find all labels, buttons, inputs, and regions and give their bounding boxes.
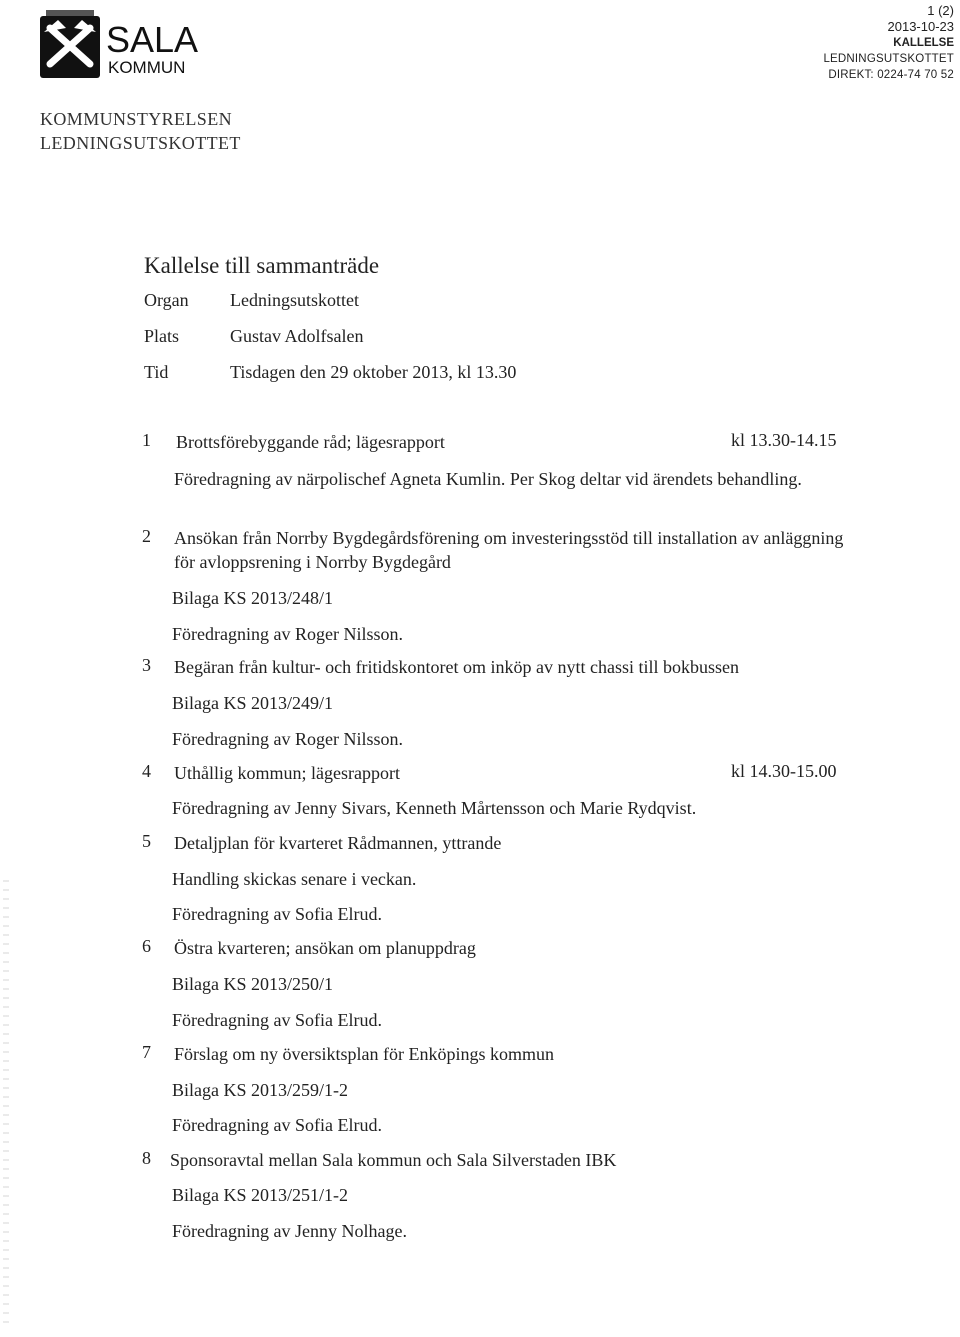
agenda-item-title: Förslag om ny översiktsplan för Enköpings kommun — [174, 1044, 554, 1064]
committee-name: LEDNINGSUTSKOTTET — [823, 53, 954, 65]
info-value: Ledningsutskottet — [230, 290, 359, 310]
info-value: Tisdagen den 29 oktober 2013, kl 13.30 — [230, 362, 517, 382]
info-row-organ — [144, 290, 359, 311]
department-line-1: KOMMUNSTYRELSEN — [40, 109, 233, 129]
agenda-item-number: 5 — [142, 831, 151, 851]
document-meta — [823, 3, 954, 83]
agenda-item-number: 2 — [142, 526, 151, 546]
agenda-item-note: Föredragning av närpolischef Agneta Kumlin. Per Skog deltar vid ärendets behandling. — [174, 469, 802, 489]
logo-name: SALA — [106, 19, 199, 60]
agenda-item-time: kl 13.30-14.15 — [731, 430, 837, 450]
document-type: KALLELSE — [893, 37, 954, 49]
agenda-item-attachment: Bilaga KS 2013/250/1 — [172, 974, 333, 994]
info-label: Organ — [144, 290, 189, 310]
agenda-item-number: 8 — [142, 1148, 151, 1168]
agenda-item-number: 7 — [142, 1042, 151, 1062]
info-value: Gustav Adolfsalen — [230, 326, 364, 346]
agenda-item-attachment: Bilaga KS 2013/259/1-2 — [172, 1080, 348, 1100]
agenda-item-presenter: Föredragning av Jenny Nolhage. — [172, 1221, 407, 1241]
agenda-item-time: kl 14.30-15.00 — [731, 761, 837, 781]
scan-margin-artifact — [3, 880, 9, 1330]
info-label: Plats — [144, 326, 180, 346]
info-label: Tid — [144, 362, 169, 382]
agenda-item-attachment: Bilaga KS 2013/249/1 — [172, 693, 333, 713]
agenda-item-title: Begäran från kultur- och fritidskontoret om inköp av nytt chassi till bokbussen — [174, 657, 740, 677]
department-heading — [40, 107, 241, 155]
agenda-item-number: 6 — [142, 936, 151, 956]
agenda-item-attachment: Bilaga KS 2013/248/1 — [172, 588, 333, 608]
page-title: Kallelse till sammanträde — [144, 253, 380, 278]
agenda-item-presenter: Föredragning av Jenny Sivars, Kenneth Mårtensson och Marie Rydqvist. — [172, 798, 697, 818]
agenda-item-attachment: Bilaga KS 2013/251/1-2 — [172, 1185, 348, 1205]
agenda-item-number: 4 — [142, 761, 151, 781]
agenda-item-title: Ansökan från Norrby Bygdegårdsförening om investeringsstöd till installation av anläggning för avloppsrening i Norrby Bygdegård — [174, 528, 844, 572]
agenda-item-number: 3 — [142, 655, 151, 675]
page-number: 1 (2) — [927, 3, 954, 18]
agenda-item-number: 1 — [142, 430, 151, 450]
info-row-plats — [144, 326, 363, 347]
direct-phone: DIREKT: 0224-74 70 52 — [828, 69, 954, 81]
document-date: 2013-10-23 — [887, 19, 954, 34]
municipal-crest-icon — [40, 6, 240, 90]
agenda-item-title: Detaljplan för kvarteret Rådmannen, yttrande — [174, 833, 502, 853]
sala-kommun-logo — [40, 6, 240, 90]
logo-sub: KOMMUN — [108, 58, 186, 77]
agenda-item-presenter: Föredragning av Roger Nilsson. — [172, 624, 403, 644]
agenda-item-note: Handling skickas senare i veckan. — [172, 869, 417, 889]
agenda-item-presenter: Föredragning av Sofia Elrud. — [172, 904, 382, 924]
agenda-item-title: Sponsoravtal mellan Sala kommun och Sala Silverstaden IBK — [170, 1150, 617, 1170]
department-line-2: LEDNINGSUTSKOTTET — [40, 133, 241, 153]
info-row-tid — [144, 362, 516, 383]
agenda-item-presenter: Föredragning av Sofia Elrud. — [172, 1115, 382, 1135]
agenda-item-title: Östra kvarteren; ansökan om planuppdrag — [174, 938, 476, 958]
agenda-item-presenter: Föredragning av Sofia Elrud. — [172, 1010, 382, 1030]
agenda-item-presenter: Föredragning av Roger Nilsson. — [172, 729, 403, 749]
agenda-item-title: Uthållig kommun; lägesrapport — [174, 763, 400, 783]
agenda-item-title: Brottsförebyggande råd; lägesrapport — [176, 432, 445, 452]
